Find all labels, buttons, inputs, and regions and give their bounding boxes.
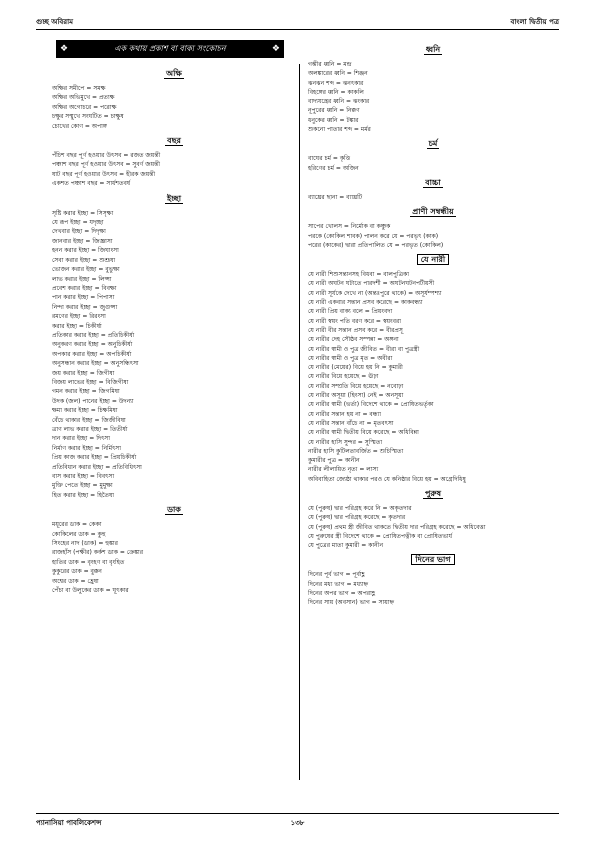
- list-item: প্রবেশ করার ইচ্ছা = বিবক্ষা: [52, 284, 117, 292]
- list-item: বাদ্যযন্ত্রের ধ্বনি = ঝংকার: [308, 98, 370, 106]
- section-heading-text: চর্ম: [428, 139, 438, 149]
- list-item: জয় করার ইচ্ছা = জিগীষা: [52, 369, 115, 377]
- list-item: যে রূপ ইচ্ছা = যদৃচ্ছা: [52, 219, 104, 227]
- list-item: হিত করার ইচ্ছা = হিতৈষা: [52, 491, 115, 499]
- page-number: ১৩৮: [290, 819, 305, 827]
- list-item: অক্ষির অভিমুখে = প্রত্যক্ষ: [52, 94, 115, 102]
- list-item: দেখবার ইচ্ছা = দিদৃক্ষা: [52, 228, 106, 236]
- list-item: নারীর হাসি কুটিলতাবর্জিত = শুচিস্মিতা: [308, 447, 404, 455]
- section-heading: [52, 504, 296, 517]
- list-item: দিনের সায় (অবসান) ভাগ = সায়াহ্ন: [308, 599, 395, 607]
- list-item: যে (পুরুষ) দ্বার পরিগ্রহ করেছে = কৃতদার: [308, 514, 406, 522]
- list-item: প্রিয় কাজ করার ইচ্ছা = প্রিয়চিকীর্ষা: [52, 454, 137, 462]
- list-item: যে নারীর সন্তান হয় না = বন্ধ্যা: [308, 410, 381, 418]
- list-item: যে নারী প্রিয় বাক্য বলে = প্রিয়ংবদা: [308, 308, 393, 316]
- list-item: পেঁচা বা উলুকের ডাক = ঘূৎকার: [52, 587, 129, 595]
- banner-title: এক কথায় প্রকাশ বা বাক্য সংকোচন: [114, 44, 226, 53]
- list-item: অনুসন্ধান করার ইচ্ছা = অনুসন্ধিৎসা: [52, 360, 139, 368]
- ornament-right-icon: ❖: [271, 44, 280, 54]
- list-item: সিংহের নাদ (ডাক) = হুঙ্কার: [52, 540, 118, 548]
- section-heading-text: দিনের ভাগ: [411, 554, 454, 565]
- list-item: ময়ূরের ডাক = কেকা: [52, 521, 102, 529]
- ornament-left-icon: ❖: [60, 44, 69, 54]
- list-item: হাতির ডাক = বৃংহণ বা বৃংহিত: [52, 558, 125, 566]
- list-item: যে পুত্রের মাতা কুমারী = কানীন: [308, 542, 384, 550]
- section-heading-text: যে নারী: [417, 254, 449, 265]
- list-item: বাস করার ইচ্ছা = বিবৎসা: [52, 473, 115, 481]
- list-item: পরের (কাকের) দ্বারা প্রতিপালিত যে = পরভৃত (কোকিল): [308, 241, 444, 249]
- list-item: নিন্দা করার ইচ্ছা = জুগুপ্সা: [52, 303, 118, 311]
- header-left-title: গুচ্ছ অবিরাম: [36, 18, 74, 26]
- publisher-name: প্যানাসিয়া পাবলিকেশন্স: [36, 819, 102, 827]
- list-item: দান করার ইচ্ছা = দিৎসা: [52, 435, 110, 443]
- list-item: যে নারীর স্বামী (ভর্তা) বিদেশে থাকে = প্রোষিতভর্তৃকা: [308, 401, 434, 409]
- section-heading: [52, 68, 296, 81]
- list-item: যে নারী অঘটন ঘটাতে পারদর্শী = অঘটনঘটনপটীয়সী: [308, 280, 435, 288]
- section-heading-text: ডাক: [167, 505, 181, 515]
- section-heading: [52, 193, 296, 206]
- list-item: যে নারীর সন্তান বাঁচে না = মৃতবৎসা: [308, 419, 394, 427]
- list-item: প্রতিবিধান করার ইচ্ছা = প্রতিবিধিৎসা: [52, 463, 142, 471]
- list-item: চোখের কোণ = অপাঙ্গ: [52, 122, 107, 130]
- list-item: বেঁচে থাকার ইচ্ছা = জিজীবিষা: [52, 416, 126, 424]
- list-item: যে নারী একবার সন্তান প্রসব করেছে = কাকবন্ধ্যা: [308, 299, 423, 307]
- list-item: কুকুরের ডাক = বুক্কন: [52, 568, 102, 576]
- list-item: যে নারীর স্বামী ও পুত্র জীবিত = বীরা বা পুত্রস্ত্রী: [308, 345, 420, 353]
- list-item: পঞ্চাশ বছর পূর্ণ হওয়ার উৎসব = সুবর্ণ জয়ন্তী: [52, 161, 160, 169]
- list-item: সৃষ্টি করার ইচ্ছা = সিসৃক্ষা: [52, 209, 114, 217]
- list-item: যে নারীর হাসি সুন্দর = সুস্মিতা: [308, 438, 383, 446]
- list-item: শুকনো পাতার শব্দ = মর্মর: [308, 126, 371, 134]
- list-item: যে নারী বীর সন্তান প্রসব করে = বীরপ্রসূ: [308, 326, 403, 334]
- list-item: অক্ষির অগোচরে = পরোক্ষ: [52, 103, 117, 111]
- list-item: উদক (জল) পানের ইচ্ছা = উদন্যা: [52, 397, 134, 405]
- list-item: পঁচিশ বছর পূর্ণ হওয়ার উৎসব = রজত জয়ন্তী: [52, 152, 161, 160]
- list-item: লাভ করার ইচ্ছা = লিপ্সা: [52, 275, 112, 283]
- list-item: দিনের মধ্য ভাগ = মধ্যাহ্ন: [308, 580, 369, 588]
- list-item: মুক্তি পেতে ইচ্ছা = মুমুক্ষা: [52, 482, 113, 490]
- list-item: রমণের ইচ্ছা = রিরংসা: [52, 313, 106, 321]
- list-item: বিহঙ্গের ধ্বনি = কাকলি: [308, 88, 364, 96]
- list-item: যে নারী স্বয়ং পতি বরণ করে = স্বয়ংবরা: [308, 317, 401, 325]
- footer-rule: [36, 813, 559, 814]
- list-item: একশত পঞ্চাশ বছর = সার্ধশতবর্ষ: [52, 180, 131, 188]
- list-item: যে নারী শিশুসন্তানসহ বিধবা = বালপুত্রিকা: [308, 271, 409, 279]
- section-heading: [308, 138, 558, 151]
- list-item: প্রতিকার করার ইচ্ছা = প্রতিচিকীর্ষা: [52, 331, 135, 339]
- list-item: নির্মাণ করার ইচ্ছা = নির্মিৎসা: [52, 444, 121, 452]
- list-item: অবিবাহিতা জ্যেষ্ঠা থাকার পরও যে কনিষ্ঠার বিয়ে হয় = অগ্রেদিধিষু: [308, 475, 466, 483]
- list-item: যে নারীর দেহ সৌষ্ঠব সম্পন্না = অঙ্গনা: [308, 336, 399, 344]
- list-item: গম্ভীর ধ্বনি = মন্দ্র: [308, 61, 352, 68]
- list-item: অক্ষির সমীপে = সমক্ষ: [52, 85, 106, 92]
- list-item: নূপুরের ধ্বনি = নিক্কণ: [308, 107, 360, 115]
- section-heading: [308, 206, 558, 219]
- section-heading: [308, 254, 558, 267]
- list-item: অলঙ্কারের ধ্বনি = শিঞ্জন: [308, 70, 368, 78]
- list-item: যে (পুরুষ) দ্বার পরিগ্রহ করে নি = অকৃতদার: [308, 504, 412, 512]
- list-item: অশ্বের ডাক = হ্রেষা: [52, 577, 99, 585]
- left-column: [52, 64, 296, 596]
- page-header: [36, 16, 559, 28]
- page-footer: [36, 817, 559, 829]
- list-item: যে (পুরুষ) প্রথম স্ত্রী জীবিত থাকতে দ্বিতীয় দার পরিগ্রহ করেছে = অধিবেত্তা: [308, 523, 486, 531]
- list-item: যে নারীর অসূয়া (হিংসা) নেই = অনসূয়া: [308, 392, 404, 400]
- list-item: যে নারীর স্বামী ও পুত্র মৃত = অবীরা: [308, 354, 393, 362]
- section-heading-text: ধ্বনি: [425, 45, 441, 54]
- section-heading-text: বছর: [167, 136, 181, 146]
- list-item: হনন করার ইচ্ছা = জিঘাংসা: [52, 247, 119, 255]
- list-item: চক্ষুর সম্মুখে সংঘটিত = চাক্ষুষ: [52, 113, 124, 121]
- section-heading-text: ইচ্ছা: [166, 193, 182, 203]
- section-heading: [308, 488, 558, 501]
- list-item: রাজহাঁস (পক্ষীর) কর্কশ ডাক = ক্রেঙ্কার: [52, 549, 144, 557]
- list-item: অপকার করার ইচ্ছা = অপচিকীর্ষা: [52, 350, 132, 358]
- list-item: যে নারীর (মেয়ের) বিয়ে হয় নি = কুমারী: [308, 364, 403, 372]
- list-item: বিজয় লাভের ইচ্ছা = বিজিগীষা: [52, 378, 129, 386]
- section-banner: [56, 40, 284, 58]
- list-item: কোকিলের ডাক = কুহু: [52, 530, 106, 538]
- list-item: সাপের খোলস = নির্মোক বা কঞ্চুক: [308, 223, 391, 231]
- list-item: পান করার ইচ্ছা = পিপাসা: [52, 294, 115, 302]
- list-item: যে নারীর বিয়ে হয়েছে = ঊঢ়া: [308, 373, 379, 381]
- list-item: বাঘের চর্ম = কৃত্তি: [308, 155, 351, 163]
- section-heading: [308, 177, 558, 190]
- list-item: করার ইচ্ছা = চিকীর্ষা: [52, 322, 102, 330]
- list-item: যে পুরুষের স্ত্রী বিদেশে থাকে = প্রোষিতপত্নীক বা প্রোষিতভার্য: [308, 532, 453, 540]
- list-item: ঝনঝন শব্দ = ঝনৎকার: [308, 79, 364, 87]
- list-item: জানবার ইচ্ছা = জিজ্ঞাসা: [52, 237, 113, 245]
- section-heading-text: বাচ্চা: [425, 177, 441, 187]
- list-item: ধনুকের ধ্বনি = টঙ্কার: [308, 116, 359, 124]
- section-heading-text: অক্ষি: [166, 69, 182, 78]
- list-item: যে নারী সূর্যকে দেখে না (অন্তঃপুরে থাকে) = অসূর্যম্পশ্যা: [308, 289, 442, 297]
- section-heading-text: প্রাণী সম্বন্ধীয়: [412, 207, 454, 217]
- list-item: যে নারীর স্বামী দ্বিতীয় বিয়ে করেছে = অধিবিন্না: [308, 429, 419, 437]
- header-right-title: বাংলা দ্বিতীয় পত্র: [510, 18, 559, 26]
- section-heading: [52, 135, 296, 148]
- list-item: নারীর লীলায়িত নৃত্য = লাস্য: [308, 466, 379, 474]
- list-item: অনুকরণ করার ইচ্ছা = অনুচিকীর্ষা: [52, 341, 133, 349]
- column-divider: [299, 64, 300, 780]
- section-heading-text: পুরুষ: [425, 488, 441, 498]
- right-column: [308, 40, 558, 608]
- list-item: পরকে (কোকিল শাবক) পালন করে যে = পরভৃৎ (কাক): [308, 232, 439, 240]
- list-item: সেবা করার ইচ্ছা = শুশ্রূষা: [52, 256, 116, 264]
- section-heading: [308, 44, 558, 57]
- list-item: ষাট বছর পূর্ণ হওয়ার উৎসব = হীরক জয়ন্তী: [52, 170, 156, 178]
- list-item: ত্রাণ লাভ করার ইচ্ছা = তিতীর্ষা: [52, 426, 128, 433]
- list-item: ক্ষমা করার ইচ্ছা = চিক্ষমিষা: [52, 407, 118, 415]
- list-item: গমন করার ইচ্ছা = জিগমিষা: [52, 388, 120, 396]
- list-item: কুমারীর পুত্র = কানীন: [308, 457, 360, 465]
- section-heading: [308, 554, 558, 567]
- header-rule: [36, 29, 559, 30]
- list-item: ভোজন করার ইচ্ছা = বুভুক্ষা: [52, 266, 120, 274]
- list-item: যে নারীর সম্প্রতি বিয়ে হয়েছে = নবোঢ়া: [308, 382, 404, 390]
- list-item: দিনের অপর ভাগ = অপরাহ্ণ: [308, 590, 375, 598]
- list-item: হরিণের চর্ম = অজিন: [308, 164, 359, 172]
- list-item: দিনের পূর্ব ভাগ = পূর্বাহ্ণ: [308, 571, 365, 579]
- list-item: ব্যাঘ্রের ছানা = ব্যাঘ্রটি: [308, 193, 363, 201]
